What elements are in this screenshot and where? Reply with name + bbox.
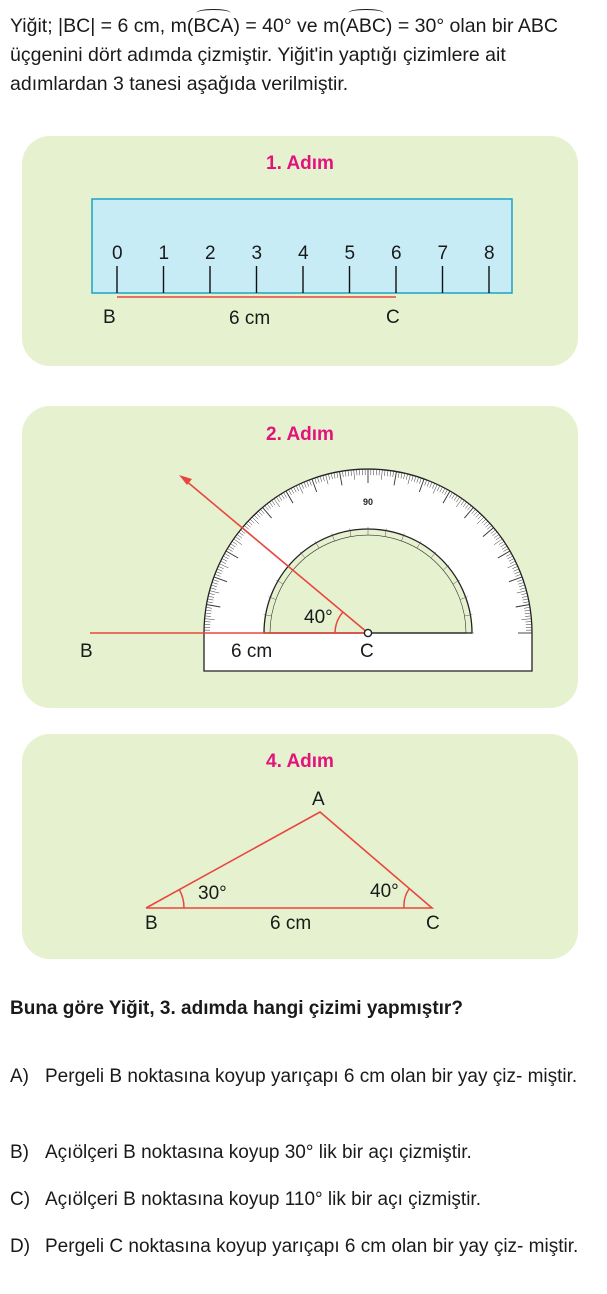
angle-40-label: 40° (304, 607, 333, 628)
option-b[interactable] (10, 1138, 600, 1167)
protractor-90-label: 90 (362, 497, 374, 507)
ruler-number: 5 (344, 243, 356, 264)
ruler-number: 4 (298, 243, 309, 264)
option-c-text: Açıölçeri B noktasına koyup 110° lik bir açı çizmiştir. (45, 1189, 481, 1210)
intro-part-2: ) = 40° ve m( (233, 15, 346, 37)
angle-arc-c (404, 889, 409, 908)
angle-40-label: 40° (370, 881, 399, 902)
option-a[interactable] (10, 1062, 600, 1091)
option-d[interactable] (10, 1232, 600, 1261)
angle-bca-notation: BCA (193, 12, 233, 41)
step-1-panel (22, 136, 578, 366)
segment-length-label: 6 cm (231, 641, 273, 662)
ruler-number: 8 (484, 243, 495, 264)
option-d-letter: D) (10, 1236, 31, 1257)
step-4-title: 4. Adım (266, 751, 334, 772)
ruler-number: 6 (391, 243, 402, 264)
segment-length-label: 6 cm (270, 913, 312, 934)
point-c-label: C (360, 641, 374, 662)
intro-part-1: Yiğit; |BC| = 6 cm, m( (10, 15, 194, 37)
intro-part-3: ) = 30° olan bir ABC üçgenini dört adımda çizmiştir. Yiğit'in yaptığı çizimlere ait adımlardan 3 tanesi aşağıda verilmiştir. (10, 15, 558, 95)
point-a-label: A (312, 789, 325, 810)
option-b-text: Açıölçeri B noktasına koyup 30° lik bir açı çizmiştir. (45, 1142, 472, 1163)
point-b-label: B (103, 307, 116, 328)
point-c-label: C (386, 307, 400, 328)
step-2-panel (22, 406, 578, 708)
question-text: Buna göre Yiğit, 3. adımda hangi çizimi yapmıştır? (10, 998, 463, 1019)
ruler-number: 2 (205, 243, 216, 264)
vertex-c (364, 629, 371, 636)
point-c-label: C (426, 913, 440, 934)
ruler-number: 3 (251, 243, 263, 264)
ruler-number: 7 (437, 243, 449, 264)
option-a-letter: A) (10, 1066, 29, 1087)
protractor-drawing (22, 406, 578, 708)
point-b-label: B (80, 641, 93, 662)
step-4-panel (22, 734, 578, 959)
angle-30-label: 30° (198, 883, 227, 904)
angle-arc-b (179, 889, 184, 908)
segment-length-label: 6 cm (229, 308, 271, 329)
step-1-title: 1. Adım (266, 153, 334, 174)
option-a-text: Pergeli B noktasına koyup yarıçapı 6 cm olan bir yay çiz- miştir. (45, 1066, 578, 1087)
angle-abc-notation: ABC (346, 12, 386, 41)
option-c-letter: C) (10, 1189, 31, 1210)
step-2-title: 2. Adım (266, 424, 334, 445)
option-c[interactable] (10, 1185, 600, 1214)
option-b-letter: B) (10, 1142, 29, 1163)
ruler-number: 1 (158, 243, 170, 264)
option-d-text: Pergeli C noktasına koyup yarıçapı 6 cm olan bir yay çiz- miştir. (45, 1236, 579, 1257)
ruler-number: 0 (112, 243, 123, 264)
point-b-label: B (145, 913, 158, 934)
problem-statement (10, 12, 600, 99)
